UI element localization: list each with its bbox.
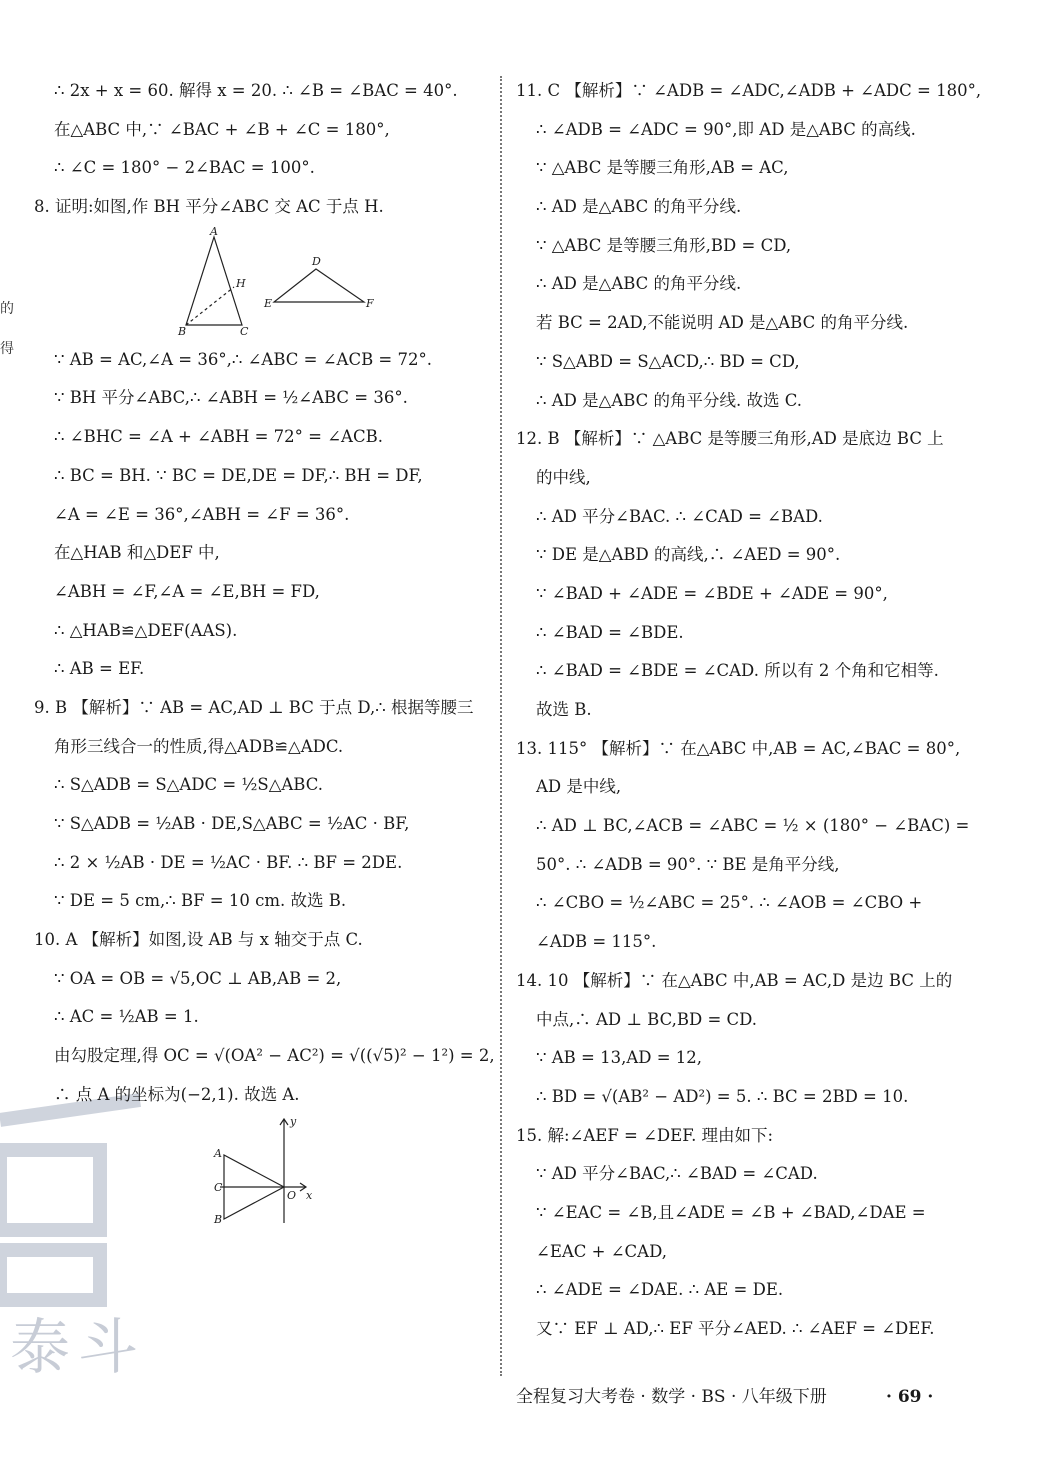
left-column-line-18: ∴ 2 × ½AB · DE = ½AC · BF. ∴ BF = 2DE. — [54, 852, 403, 872]
right-column-line-28: 15. 解:∠AEF = ∠DEF. 理由如下: — [516, 1125, 774, 1145]
left-column-line-16: ∴ S△ADB = S△ADC = ½S△ABC. — [54, 775, 324, 795]
left-column-line-19: ∵ DE = 5 cm,∴ BF = 10 cm. 故选 B. — [54, 891, 347, 911]
figure-8-triangles — [34, 227, 394, 337]
right-column-line-15: ∴ ∠BAD = ∠BDE. — [536, 622, 684, 642]
fig8-label-F: F — [366, 296, 374, 310]
fig8-label-D: D — [312, 254, 321, 268]
right-column-line-33: 又∵ EF ⊥ AD,∴ EF 平分∠AED. ∴ ∠AEF = ∠DEF. — [536, 1319, 935, 1338]
fig10-label-B: B — [214, 1212, 223, 1226]
right-column-line-30: ∵ ∠EAC = ∠B,且∠ADE = ∠B + ∠BAD,∠DAE = — [536, 1202, 926, 1222]
right-column-line-2: ∴ ∠ADB = ∠ADC = 90°,即 AD 是△ABC 的高线. — [536, 119, 916, 139]
right-column-line-18: 13. 115° 【解析】∵ 在△ABC 中,AB = AC,∠BAC = 80°, — [516, 738, 961, 758]
left-column-line-10: 在△HAB 和△DEF 中, — [54, 543, 220, 563]
left-column — [34, 72, 494, 1231]
fig10-label-A: A — [214, 1146, 222, 1160]
right-column — [516, 72, 982, 1349]
left-column-line-13: ∴ AB = EF. — [54, 659, 145, 679]
right-column-line-5: ∵ △ABC 是等腰三角形,BD = CD, — [536, 235, 792, 255]
left-column-line-4: 8. 证明:如图,作 BH 平分∠ABC 交 AC 于点 H. — [34, 197, 384, 217]
right-column-line-4: ∴ AD 是△ABC 的角平分线. — [536, 197, 742, 217]
right-column-line-31: ∠EAC + ∠CAD, — [536, 1241, 667, 1261]
right-column-line-8: ∵ S△ABD = S△ACD,∴ BD = CD, — [536, 351, 800, 371]
left-column-line-17: ∵ S△ADB = ½AB · DE,S△ABC = ½AC · BF, — [54, 814, 410, 833]
right-column-line-7: 若 BC = 2AD,不能说明 AD 是△ABC 的角平分线. — [536, 313, 909, 333]
left-column-line-6: ∵ BH 平分∠ABC,∴ ∠ABH = ½∠ABC = 36°. — [54, 388, 408, 408]
fig8-label-C: C — [240, 324, 249, 337]
page-footer — [516, 1382, 986, 1412]
fig8-label-H: H — [236, 276, 246, 290]
fig10-label-C: C — [214, 1180, 223, 1194]
left-column-line-22: ∴ AC = ½AB = 1. — [54, 1007, 199, 1027]
figure-8-container — [34, 227, 494, 341]
right-column-line-23: ∠ADB = 115°. — [536, 932, 657, 952]
column-divider — [500, 76, 502, 1376]
left-column-line-24: ∴ 点 A 的坐标为(−2,1). 故选 A. — [54, 1084, 300, 1104]
right-column-line-9: ∴ AD 是△ABC 的角平分线. 故选 C. — [536, 390, 803, 410]
right-column-line-21: 50°. ∴ ∠ADB = 90°. ∵ BE 是角平分线, — [536, 854, 840, 874]
left-column-line-8: ∴ BC = BH. ∵ BC = DE,DE = DF,∴ BH = DF, — [54, 465, 423, 485]
left-column-line-14: 9. B 【解析】∵ AB = AC,AD ⊥ BC 于点 D,∴ 根据等腰三 — [34, 697, 474, 717]
right-column-line-13: ∵ DE 是△ABD 的高线,∴ ∠AED = 90°. — [536, 545, 841, 565]
fig10-label-y: y — [290, 1114, 297, 1128]
right-column-line-20: ∴ AD ⊥ BC,∠ACB = ∠ABC = ½ × (180° − ∠BAC) = — [536, 816, 970, 836]
right-column-line-29: ∵ AD 平分∠BAC,∴ ∠BAD = ∠CAD. — [536, 1164, 818, 1184]
left-column-line-2: 在△ABC 中,∵ ∠BAC + ∠B + ∠C = 180°, — [54, 119, 390, 139]
left-column-line-11: ∠ABH = ∠F,∠A = ∠E,BH = FD, — [54, 581, 320, 601]
right-column-line-25: 中点,∴ AD ⊥ BC,BD = CD. — [536, 1009, 758, 1029]
left-column-line-23: 由勾股定理,得 OC = √(OA² − AC²) = √((√5)² − 1²) = 2, — [54, 1046, 495, 1066]
right-column-line-24: 14. 10 【解析】∵ 在△ABC 中,AB = AC,D 是边 BC 上的 — [516, 970, 953, 990]
page-number: · 69 · — [886, 1387, 934, 1407]
fig10-label-x: x — [306, 1188, 313, 1202]
right-column-line-12: ∴ AD 平分∠BAC. ∴ ∠CAD = ∠BAD. — [536, 506, 823, 526]
right-column-line-17: 故选 B. — [536, 700, 592, 719]
left-column-line-3: ∴ ∠C = 180° − 2∠BAC = 100°. — [54, 158, 315, 178]
right-column-line-1: 11. C 【解析】∵ ∠ADB = ∠ADC,∠ADB + ∠ADC = 180°, — [516, 81, 982, 100]
left-column-line-7: ∴ ∠BHC = ∠A + ∠ABH = 72° = ∠ACB. — [54, 427, 383, 447]
right-column-line-14: ∵ ∠BAD + ∠ADE = ∠BDE + ∠ADE = 90°, — [536, 583, 888, 603]
fig8-label-B: B — [178, 324, 187, 337]
right-column-line-16: ∴ ∠BAD = ∠BDE = ∠CAD. 所以有 2 个角和它相等. — [536, 661, 939, 681]
figure-10-container — [34, 1115, 494, 1231]
fig8-label-E: E — [264, 296, 273, 310]
fig10-label-O: O — [287, 1188, 297, 1202]
right-column-line-10: 12. B 【解析】∵ △ABC 是等腰三角形,AD 是底边 BC 上 — [516, 429, 944, 449]
right-column-line-32: ∴ ∠ADE = ∠DAE. ∴ AE = DE. — [536, 1280, 784, 1300]
figure-10-coordinate — [34, 1115, 394, 1227]
right-column-line-3: ∵ △ABC 是等腰三角形,AB = AC, — [536, 158, 789, 178]
left-column-line-1: ∴ 2x + x = 60. 解得 x = 20. ∴ ∠B = ∠BAC = 40°. — [54, 81, 458, 100]
edge-glyph-1: 的 — [0, 301, 14, 317]
left-column-line-12: ∴ △HAB≌△DEF(AAS). — [54, 620, 238, 640]
right-column-line-19: AD 是中线, — [536, 777, 622, 797]
left-column-line-15: 角形三线合一的性质,得△ADB≌△ADC. — [54, 736, 344, 756]
right-column-line-11: 的中线, — [536, 467, 591, 487]
right-column-line-27: ∴ BD = √(AB² − AD²) = 5. ∴ BC = 2BD = 10. — [536, 1086, 909, 1106]
left-column-line-21: ∵ OA = OB = √5,OC ⊥ AB,AB = 2, — [54, 968, 342, 988]
left-column-line-9: ∠A = ∠E = 36°,∠ABH = ∠F = 36°. — [54, 504, 350, 524]
watermark-text: 泰斗 — [10, 1313, 146, 1383]
right-column-line-6: ∴ AD 是△ABC 的角平分线. — [536, 274, 742, 294]
edge-glyph-2: 得 — [0, 341, 14, 357]
fig8-label-A: A — [210, 226, 218, 238]
left-column-line-5: ∵ AB = AC,∠A = 36°,∴ ∠ABC = ∠ACB = 72°. — [54, 349, 432, 369]
right-column-line-26: ∵ AB = 13,AD = 12, — [536, 1048, 703, 1068]
footer-book-title: 全程复习大考卷 · 数学 · BS · 八年级下册 — [516, 1387, 827, 1407]
left-column-line-20: 10. A 【解析】如图,设 AB 与 x 轴交于点 C. — [34, 930, 363, 950]
right-column-line-22: ∴ ∠CBO = ½∠ABC = 25°. ∴ ∠AOB = ∠CBO + — [536, 893, 923, 913]
